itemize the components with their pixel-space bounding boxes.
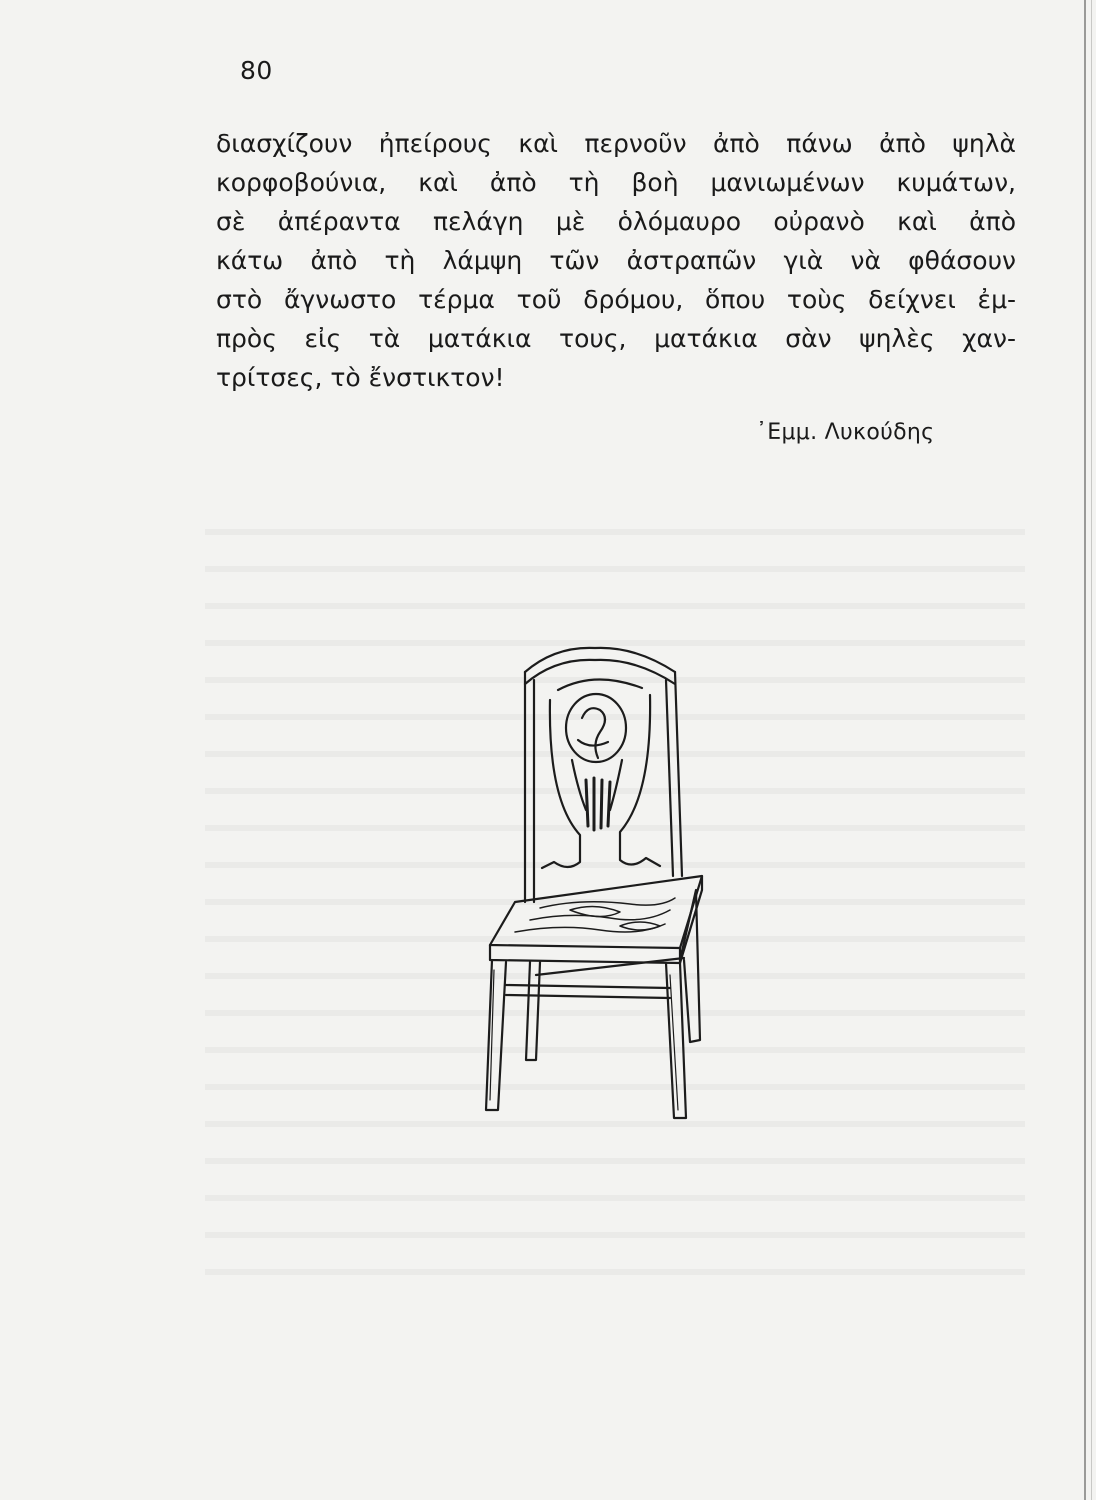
paragraph-line: κάτω ἀπὸ τὴ λάμψη τῶν ἀστραπῶν γιὰ νὰ φθάσουν <box>216 246 1016 275</box>
chair-illustration <box>470 640 720 1140</box>
page-number: 80 <box>240 56 273 85</box>
paragraph-line: διασχίζουν ἠπείρους καὶ περνοῦν ἀπὸ πάνω ἀπὸ ψηλὰ <box>216 129 1016 158</box>
paragraph-line: πρὸς εἰς τὰ ματάκια τους, ματάκια σὰν ψηλὲς χαν- <box>216 324 1016 353</box>
paragraph-line: κορφοβούνια, καὶ ἀπὸ τὴ βοὴ μανιωμένων κυμάτων, <box>216 168 1016 197</box>
body-paragraph <box>216 124 1016 397</box>
author-signature: ᾿Εμμ. Λυκούδης <box>756 420 935 445</box>
page-edge <box>1084 0 1086 1500</box>
paragraph-line: τρίτσες, τὸ ἔνστικτον! <box>216 363 505 392</box>
paragraph-line: στὸ ἄγνωστο τέρμα τοῦ δρόμου, ὅπου τοὺς δείχνει ἐμ- <box>216 285 1016 314</box>
paragraph-line: σὲ ἀπέραντα πελάγη μὲ ὁλόμαυρο οὐρανὸ καὶ ἀπὸ <box>216 207 1016 236</box>
page-edge-shadow <box>1091 0 1092 1500</box>
